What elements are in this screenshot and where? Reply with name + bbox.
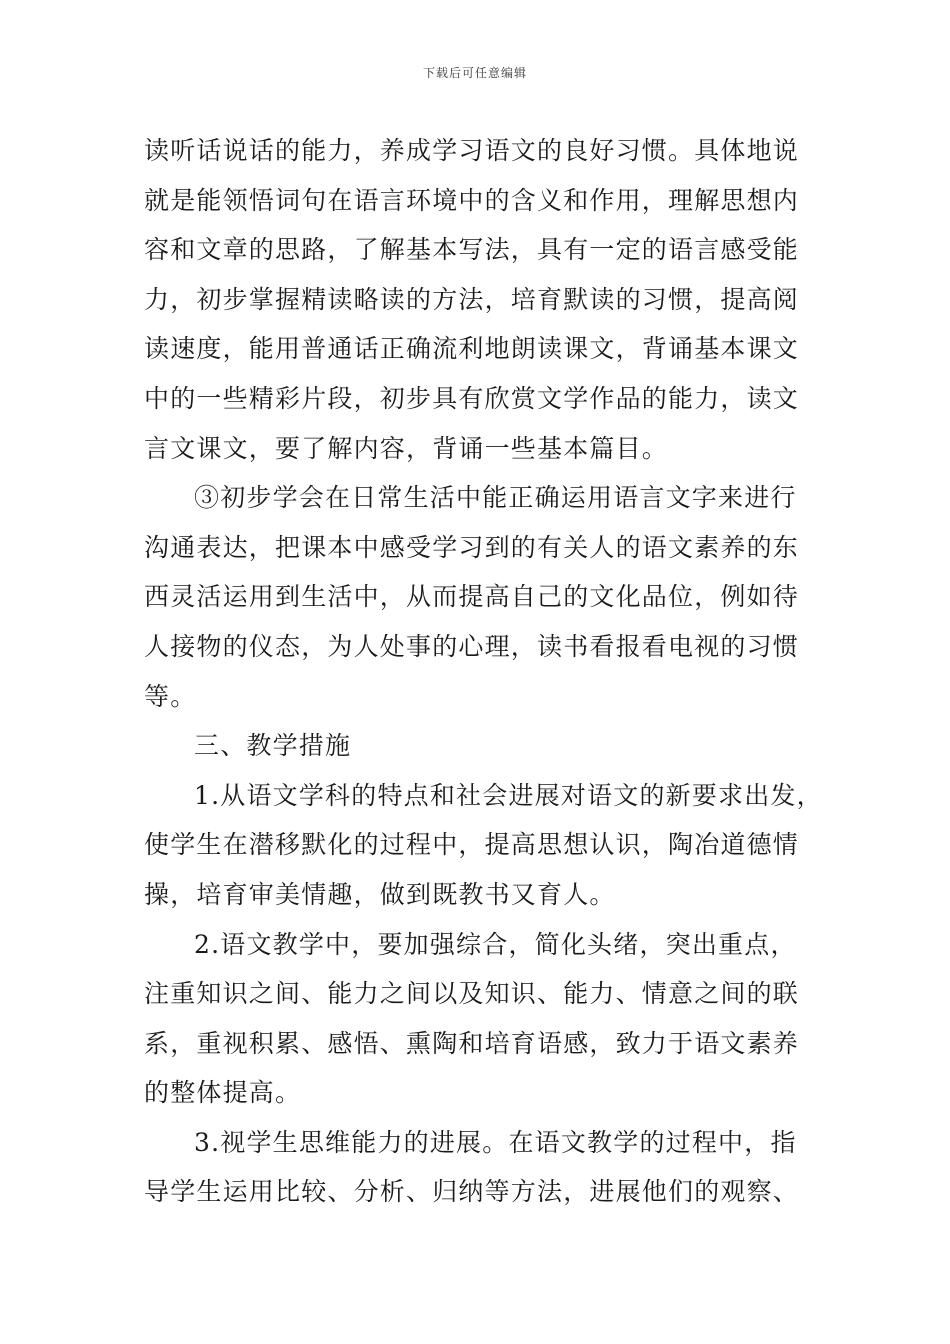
text-line: 3.视学生思维能力的进展。在语文教学的过程中，指: [194, 1127, 797, 1157]
text-line: 容和文章的思路，了解基本写法，具有一定的语言感受能: [144, 235, 800, 265]
text-line: ③初步学会在日常生活中能正确运用语言文字来进行: [194, 483, 797, 513]
text-line: 导学生运用比较、分析、归纳等方法，进展他们的观察、: [144, 1177, 800, 1207]
page-header: 下载后可任意编辑: [422, 66, 527, 80]
text-line: 操，培育审美情趣，做到既教书又育人。: [144, 879, 616, 909]
text-line: 沟通表达，把课本中感受学习到的有关人的语文素养的东: [144, 532, 800, 562]
text-line: 系，重视积累、感悟、熏陶和培育语感，致力于语文素养: [144, 1028, 800, 1058]
text-line: 注重知识之间、能力之间以及知识、能力、情意之间的联: [144, 979, 800, 1009]
text-line: 言文课文，要了解内容，背诵一些基本篇目。: [144, 433, 669, 463]
text-line: 就是能领悟词句在语言环境中的含义和作用，理解思想内: [144, 185, 800, 215]
text-line: 2.语文教学中，要加强综合，简化头绪，突出重点，: [194, 929, 797, 959]
text-line: 读速度，能用普通话正确流利地朗读课文，背诵基本课文: [144, 334, 800, 364]
paragraph-5: [144, 920, 814, 1118]
text-line: 西灵活运用到生活中，从而提高自己的文化品位，例如待: [144, 582, 800, 612]
text-line: 读听话说话的能力，养成学习语文的良好习惯。具体地说: [144, 136, 800, 165]
text-line: 等。: [144, 681, 197, 711]
paragraph-6: [144, 1118, 814, 1217]
paragraph-1: [144, 126, 814, 473]
text-line: 力，初步掌握精读略读的方法，培育默读的习惯，提高阅: [144, 284, 800, 314]
paragraph-4: [144, 771, 823, 920]
text-line: 人接物的仪态，为人处事的心理，读书看报看电视的习惯: [144, 631, 800, 661]
text-line: 的整体提高。: [144, 1078, 302, 1108]
document-body: [144, 126, 823, 1217]
text-line: 使学生在潜移默化的过程中，提高思想认识，陶冶道德情: [144, 830, 800, 860]
heading-line: 三、教学措施: [194, 731, 352, 761]
text-line: 1.从语文学科的特点和社会进展对语文的新要求出发，: [194, 780, 823, 810]
paragraph-2: [144, 473, 814, 721]
section-heading: [144, 721, 814, 771]
text-line: 中的一些精彩片段，初步具有欣赏文学作品的能力，读文: [144, 383, 800, 413]
